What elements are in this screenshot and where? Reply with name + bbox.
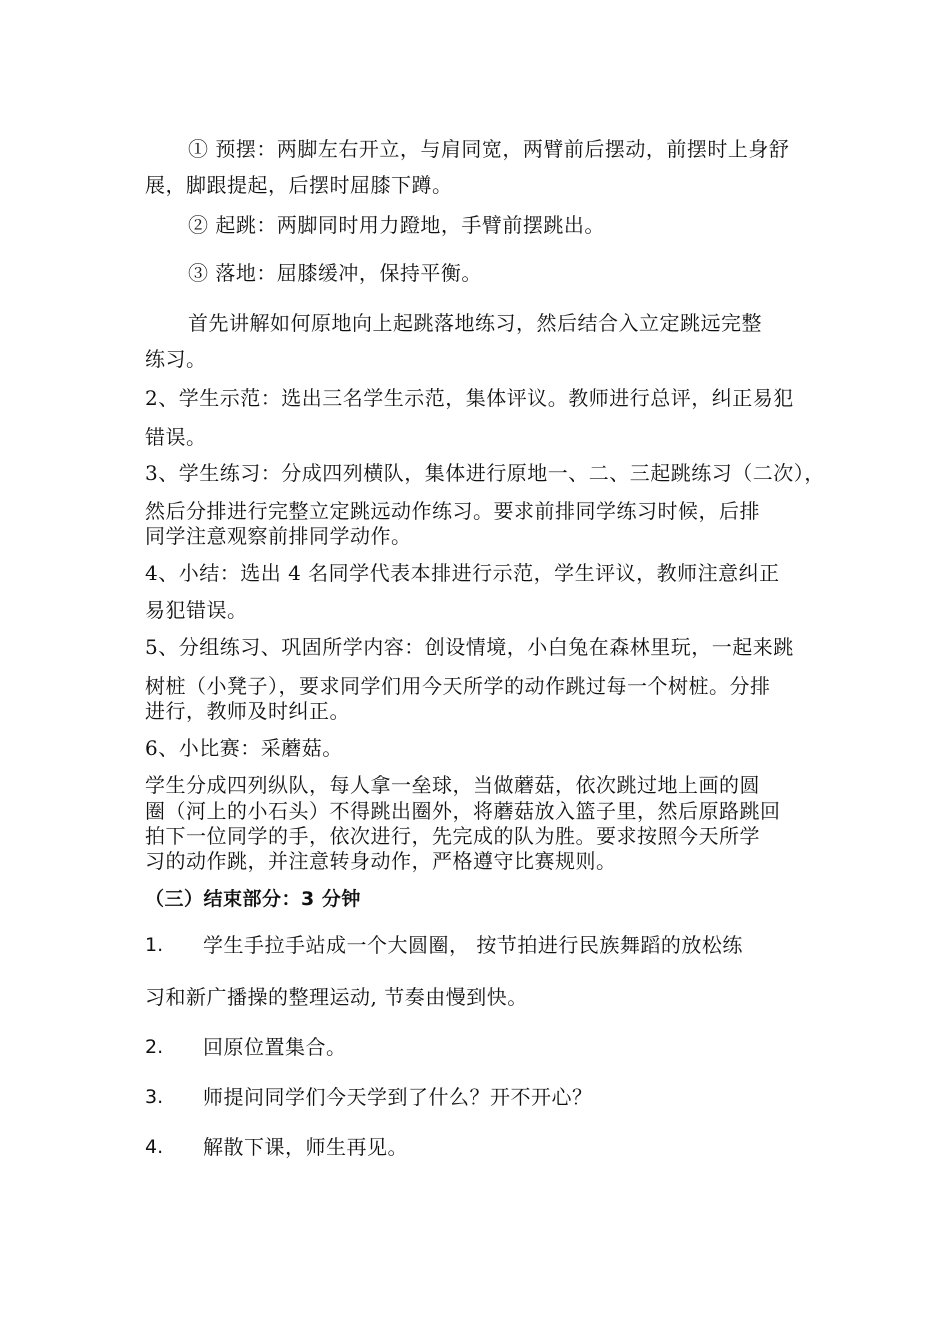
ending-item-3-number: 3.: [145, 1086, 164, 1108]
game-line-4: 习的动作跳，并注意转身动作，严格遵守比赛规则。: [145, 849, 617, 873]
ending-item-1-number: 1.: [145, 934, 164, 956]
item-3-line-1: 3、学生练习：分成四列横队，集体进行原地一、二、三起跳练习（二次），: [145, 461, 825, 485]
game-line-1: 学生分成四列纵队，每人拿一垒球，当做蘑菇，依次跳过地上画的圆: [145, 773, 760, 797]
step-prepare-line-1: ① 预摆：两脚左右开立，与肩同宽，两臂前后摆动，前摆时上身舒: [188, 137, 790, 161]
item-2-line-2: 错误。: [145, 425, 207, 449]
ending-item-1-line-1: 学生手拉手站成一个大圆圈， 按节拍进行民族舞蹈的放松练: [203, 933, 743, 957]
item-5-line-2: 树桩（小凳子），要求同学们用今天所学的动作跳过每一个树桩。分排: [145, 674, 771, 698]
ending-item-3-text: 师提问同学们今天学到了什么？开不开心？: [203, 1085, 593, 1109]
game-line-3: 拍下一位同学的手，依次进行，先完成的队为胜。要求按照今天所学: [145, 824, 760, 848]
ending-section-heading: （三）结束部分：3 分钟: [145, 888, 361, 910]
item-3-line-3: 同学注意观察前排同学动作。: [145, 524, 412, 548]
ending-item-4-number: 4.: [145, 1136, 164, 1158]
item-5-line-1: 5、分组练习、巩固所学内容：创设情境，小白兔在森林里玩，一起来跳: [145, 635, 794, 659]
ending-item-1-line-2: 习和新广播操的整理运动, 节奏由慢到快。: [145, 985, 528, 1009]
intro-line-2: 练习。: [145, 347, 207, 371]
item-4-line-1: 4、小结：选出 4 名同学代表本排进行示范，学生评议，教师注意纠正: [145, 561, 780, 585]
item-4-line-2: 易犯错误。: [145, 598, 248, 622]
item-5-line-3: 进行，教师及时纠正。: [145, 699, 350, 723]
game-line-2: 圈（河上的小石头）不得跳出圈外，将蘑菇放入篮子里，然后原路跳回: [145, 799, 781, 823]
item-3-line-2: 然后分排进行完整立定跳远动作练习。要求前排同学练习时候，后排: [145, 499, 760, 523]
step-prepare-line-2: 展，脚跟提起，后摆时屈膝下蹲。: [145, 173, 453, 197]
step-takeoff: ② 起跳：两脚同时用力蹬地，手臂前摆跳出。: [188, 213, 605, 237]
step-landing: ③ 落地：屈膝缓冲，保持平衡。: [188, 261, 482, 285]
ending-item-4-text: 解散下课，师生再见。: [203, 1135, 408, 1159]
item-2-line-1: 2、学生示范：选出三名学生示范，集体评议。教师进行总评，纠正易犯: [145, 386, 794, 410]
intro-line-1: 首先讲解如何原地向上起跳落地练习，然后结合入立定跳远完整: [188, 311, 762, 335]
ending-item-2-text: 回原位置集合。: [203, 1035, 347, 1059]
item-6: 6、小比赛：采蘑菇。: [145, 736, 343, 760]
ending-item-2-number: 2.: [145, 1036, 164, 1058]
